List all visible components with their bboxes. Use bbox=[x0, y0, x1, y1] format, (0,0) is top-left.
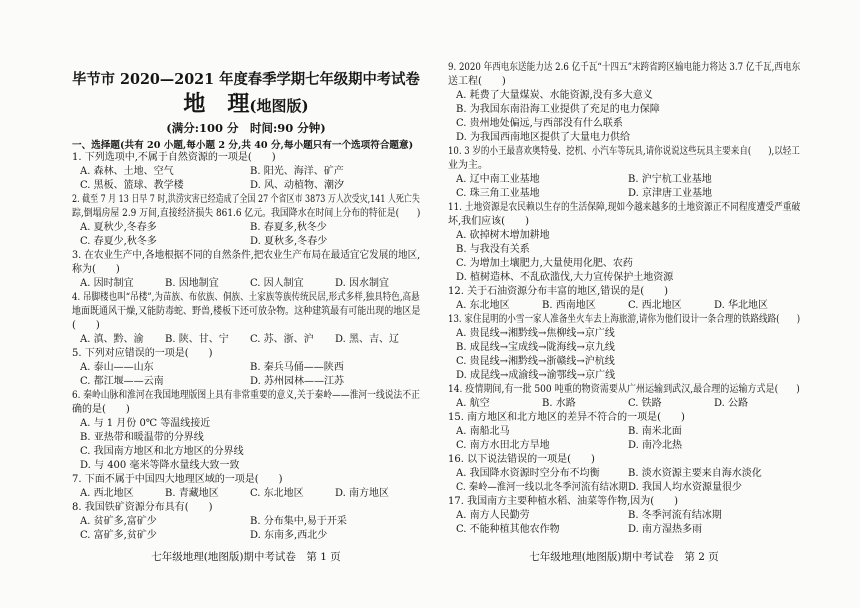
questions-column-page-1 bbox=[72, 151, 420, 543]
option-b: B. 亚热带和暖温带的分界线 bbox=[80, 432, 204, 443]
question-stem: 送工程( ) bbox=[448, 76, 506, 87]
option-b: B. 分布集中,易于开采 bbox=[250, 516, 347, 527]
question-stem: 11. 土地资源是农民赖以生存的生活保障,现如今越来越多的土地资源正不同程度遭受严重破 bbox=[448, 202, 801, 213]
question-stem: 14. 疫情期间,有一批 500 吨重的物资需要从广州运输到武汉,最合理的运输方式是( ) bbox=[448, 384, 800, 395]
question-stem: 4. 吊脚楼也叫“吊楼”,为苗族、布依族、侗族、土家族等族传统民居,形式多样,独具特色,高悬 bbox=[72, 292, 420, 303]
option-a: A. 森林、土地、空气 bbox=[80, 166, 174, 177]
answer-options bbox=[448, 89, 800, 145]
exam-title: 毕节市 2020—2021 年度春季学期七年级期中考试卷 bbox=[72, 71, 420, 88]
option-c: C. 为增加土壤肥力,大量使用化肥、农药 bbox=[456, 258, 633, 269]
option-a: A. 耗费了大量煤炭、水能资源,没有多大意义 bbox=[456, 90, 653, 101]
option-d: D. 公路 bbox=[714, 398, 749, 409]
option-d: D. 南方地区 bbox=[335, 488, 390, 499]
option-c: C. 南方水田北方旱地 bbox=[456, 440, 550, 451]
option-b: B. 西南地区 bbox=[542, 300, 596, 311]
option-a: A. 东北地区 bbox=[456, 300, 510, 311]
question-16 bbox=[448, 453, 800, 495]
question-stem: 15. 南方地区和北方地区的差异不符合的一项是( ) bbox=[448, 412, 685, 423]
option-d: D. 为我国西南地区提供了大量电力供给 bbox=[456, 132, 631, 143]
answer-options bbox=[72, 515, 420, 543]
questions-column-page-2 bbox=[448, 61, 800, 537]
question-stem: 确的是( ) bbox=[72, 404, 130, 415]
option-a: A. 贵昆线→湘黔线→焦柳线→京广线 bbox=[456, 328, 615, 339]
question-stem: 16. 以下说法错误的一项是( ) bbox=[448, 454, 595, 465]
option-d: D. 黑、吉、辽 bbox=[335, 334, 400, 345]
option-c: C. 秦岭—淮河一线以北冬季河流有结冰期 bbox=[456, 482, 628, 493]
question-11 bbox=[448, 201, 800, 285]
question-stem: 坏,我们应该( ) bbox=[448, 216, 529, 227]
question-5 bbox=[72, 347, 420, 389]
section-heading: 一、选择题(共有 20 小题,每小题 2 分,共 40 分,每小题只有一个选项符合题意) bbox=[72, 140, 414, 151]
option-d: D. 风、动植物、潮汐 bbox=[250, 180, 345, 191]
option-d: D. 华北地区 bbox=[714, 300, 769, 311]
option-c: C. 春夏少,秋冬多 bbox=[80, 236, 157, 247]
option-a: A. 我国降水资源时空分布不均衡 bbox=[456, 468, 600, 479]
question-12 bbox=[448, 285, 800, 313]
option-c: C. 贵昆线→湘黔线→浙赣线→沪杭线 bbox=[456, 356, 615, 367]
option-c: C. 苏、浙、沪 bbox=[250, 334, 314, 345]
option-b: B. 陕、甘、宁 bbox=[165, 334, 229, 345]
answer-options bbox=[72, 333, 420, 347]
question-stem: 业为主。 bbox=[448, 160, 488, 171]
option-b: B. 沪宁杭工业基地 bbox=[628, 174, 712, 185]
question-17 bbox=[448, 495, 800, 537]
answer-options bbox=[448, 467, 800, 495]
answer-options bbox=[448, 229, 800, 285]
option-a: A. 南船北马 bbox=[456, 426, 510, 437]
option-b: B. 与我没有关系 bbox=[456, 244, 530, 255]
option-a: A. 因时制宜 bbox=[80, 278, 134, 289]
option-d: D. 南方湿热多雨 bbox=[628, 524, 703, 535]
question-stem: 3. 在农业生产中,各地根据不同的自然条件,把农业生产布局在最适宜它发展的地区, bbox=[72, 250, 421, 261]
option-c: C. 因人制宜 bbox=[250, 278, 304, 289]
option-b: B. 因地制宜 bbox=[165, 278, 219, 289]
question-stem: 6. 秦岭山脉和淮河在我国地理版图上具有非常重要的意义,关于秦岭——淮河一线说法不正 bbox=[72, 390, 420, 401]
option-c: C. 都江堰——云南 bbox=[80, 376, 164, 387]
question-9 bbox=[448, 61, 800, 145]
question-7 bbox=[72, 473, 420, 501]
option-b: B. 阳光、海洋、矿产 bbox=[250, 166, 344, 177]
question-stem: 17. 我国南方主要种植水稻、油菜等作物,因为( ) bbox=[448, 496, 679, 507]
subject-edition: (地图版) bbox=[249, 97, 309, 115]
option-a: A. 贫矿多,富矿少 bbox=[80, 516, 157, 527]
option-b: B. 为我国东南沿海工业提供了充足的电力保障 bbox=[456, 104, 660, 115]
option-c: C. 贵州地处偏远,与西部没有什么联系 bbox=[456, 118, 623, 129]
question-3 bbox=[72, 249, 420, 291]
option-a: A. 与 1 月份 0℃ 等温线接近 bbox=[80, 418, 211, 429]
option-c: C. 铁路 bbox=[628, 398, 662, 409]
question-2 bbox=[72, 193, 420, 249]
question-14 bbox=[448, 383, 800, 411]
question-1 bbox=[72, 151, 420, 193]
question-4 bbox=[72, 291, 420, 347]
option-a: A. 滇、黔、渝 bbox=[80, 334, 144, 345]
question-stem: 12. 关于石油资源分布丰富的地区,错误的是( ) bbox=[448, 286, 669, 297]
question-stem: 2. 截至 7 月 13 日早 7 时,洪涝灾害已经造成了全国 27 个省区市 3873 万人次受灾,141 人死亡失 bbox=[72, 194, 420, 205]
option-b: B. 春夏多,秋冬少 bbox=[250, 222, 327, 233]
question-stem: 13. 家住昆明的小雪一家人准备坐火车去上海旅游,请你为他们设计一条合理的铁路线路( ) bbox=[448, 314, 801, 325]
answer-options bbox=[72, 417, 420, 473]
question-6 bbox=[72, 389, 420, 473]
subject-heading bbox=[72, 91, 420, 117]
answer-options bbox=[448, 173, 800, 201]
option-d: D. 因水制宜 bbox=[335, 278, 390, 289]
option-a: A. 砍掉树木增加耕地 bbox=[456, 230, 550, 241]
question-10 bbox=[448, 145, 800, 201]
option-d: D. 东南多,西北少 bbox=[250, 530, 328, 541]
option-a: A. 航空 bbox=[456, 398, 490, 409]
answer-options bbox=[448, 299, 800, 313]
option-a: A. 辽中南工业基地 bbox=[456, 174, 540, 185]
option-d: D. 成昆线→成渝线→渝鄂线→京广线 bbox=[456, 370, 616, 381]
option-b: B. 水路 bbox=[542, 398, 576, 409]
answer-options bbox=[72, 165, 420, 193]
question-stem: 10. 3 岁的小王最喜欢奥特曼、挖机、小汽车等玩具,请你说说这些玩具主要来自( ),以轻工 bbox=[448, 146, 800, 157]
question-stem: 地面既通风干燥,又能防毒蛇、野兽,楼板下还可放杂物。这种建筑最有可能出现的地区是 bbox=[72, 306, 421, 317]
option-b: B. 青藏地区 bbox=[165, 488, 219, 499]
subject-name: 地 理 bbox=[183, 91, 250, 117]
question-stem: 8. 我国铁矿资源分布具有( ) bbox=[72, 502, 213, 513]
option-c: C. 我国南方地区和北方地区的分界线 bbox=[80, 446, 244, 457]
question-8 bbox=[72, 501, 420, 543]
page-footer-2: 七年级地理(地图版)期中考试卷 第 2 页 bbox=[529, 551, 719, 563]
option-c: C. 富矿多,贫矿少 bbox=[80, 530, 157, 541]
question-stem: ( ) bbox=[72, 320, 100, 331]
question-stem: 称为( ) bbox=[72, 264, 120, 275]
option-a: A. 西北地区 bbox=[80, 488, 134, 499]
option-d: D. 与 400 毫米等降水量线大致一致 bbox=[80, 460, 240, 471]
question-stem: 9. 2020 年西电东送能力达 2.6 亿千瓦“十四五”末跨省跨区输电能力将达 3.7 亿千瓦,西电东 bbox=[448, 62, 801, 73]
question-15 bbox=[448, 411, 800, 453]
option-c: C. 黑板、篮球、教学楼 bbox=[80, 180, 184, 191]
option-d: D. 苏州园林——江苏 bbox=[250, 376, 345, 387]
option-c: C. 西北地区 bbox=[628, 300, 682, 311]
option-c: C. 珠三角工业基地 bbox=[456, 188, 540, 199]
option-a: A. 夏秋少,冬春多 bbox=[80, 222, 157, 233]
score-and-time: (满分:100 分 时间:90 分钟) bbox=[166, 121, 326, 135]
option-c: C. 东北地区 bbox=[250, 488, 304, 499]
option-a: A. 南方人民勤劳 bbox=[456, 510, 530, 521]
option-d: D. 京津唐工业基地 bbox=[628, 188, 713, 199]
page-footer-1: 七年级地理(地图版)期中考试卷 第 1 页 bbox=[151, 551, 341, 563]
option-a: A. 泰山——山东 bbox=[80, 362, 154, 373]
option-b: B. 南米北面 bbox=[628, 426, 682, 437]
question-stem: 踪,倒塌房屋 2.9 万间,直接经济损失 861.6 亿元。我国降水在时间上分布的特征是( ) bbox=[72, 208, 421, 219]
answer-options bbox=[72, 361, 420, 389]
answer-options bbox=[72, 277, 420, 291]
question-stem: 1. 下列选项中,不属于自然资源的一项是( ) bbox=[72, 152, 276, 163]
answer-options bbox=[448, 327, 800, 383]
answer-options bbox=[72, 487, 420, 501]
option-d: D. 我国人均水资源量很少 bbox=[628, 482, 743, 493]
answer-options bbox=[448, 425, 800, 453]
option-c: C. 不能种植其他农作物 bbox=[456, 524, 560, 535]
option-b: B. 秦兵马俑——陕西 bbox=[250, 362, 344, 373]
question-13 bbox=[448, 313, 800, 383]
question-stem: 5. 下列对应错误的一项是( ) bbox=[72, 348, 213, 359]
option-b: B. 冬季河流有结冰期 bbox=[628, 510, 722, 521]
option-b: B. 淡水资源主要来自海水淡化 bbox=[628, 468, 762, 479]
option-d: D. 南冷北热 bbox=[628, 440, 683, 451]
question-stem: 7. 下面不属于中国四大地理区域的一项是( ) bbox=[72, 474, 283, 485]
option-d: D. 植树造林、不乱砍滥伐,大力宣传保护土地资源 bbox=[456, 272, 674, 283]
option-b: B. 成昆线→宝成线→陇海线→京九线 bbox=[456, 342, 615, 353]
answer-options bbox=[448, 397, 800, 411]
answer-options bbox=[448, 509, 800, 537]
option-d: D. 夏秋多,冬春少 bbox=[250, 236, 328, 247]
answer-options bbox=[72, 221, 420, 249]
